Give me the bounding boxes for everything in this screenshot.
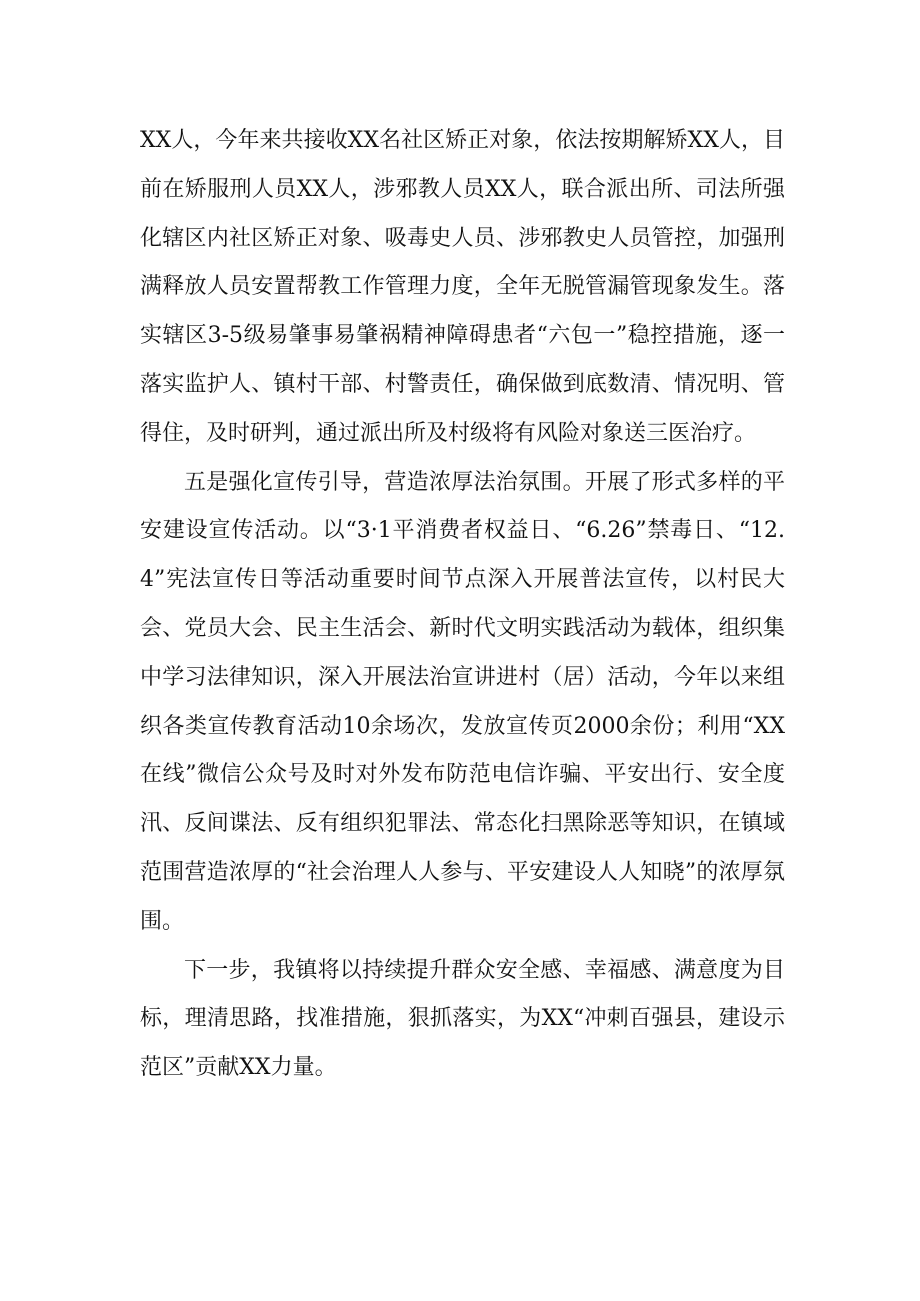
paragraph-continuation: XX人，今年来共接收XX名社区矫正对象，依法按期解矫XX人，目前在矫服刑人员XX人，涉邪教人员XX人，联合派出所、司法所强化辖区内社区矫正对象、吸毒史人员、涉邪教史人员管控，加强刑满释放人员安置帮教工作管理力度，全年无脱管漏管现象发生。落实辖区3-5级易肇事易肇祸精神障碍患者“六包一”稳控措施，逐一落实监护人、镇村干部、村警责任，确保做到底数清、情况明、管得住，及时研判，通过派出所及村级将有风险对象送三医治疗。 (140, 128, 785, 446)
paragraph-publicity: 五是强化宣传引导，营造浓厚法治氛围。开展了形式多样的平安建设宣传活动。以“3·1平消费者权益日、“6.26”禁毒日、“12.4”宪法宣传日等活动重要时间节点深入开展普法宣传，以村民大会、党员大会、民主生活会、新时代文明实践活动为载体，组织集中学习法律知识，深入开展法治宣讲进村（居）活动，今年以来组织各类宣传教育活动10余场次，发放宣传页2000余份；利用“XX在线”微信公众号及时对外发布防范电信诈骗、平安出行、安全度汛、反间谍法、反有组织犯罪法、常态化扫黑除恶等知识，在镇域范围营造浓厚的“社会治理人人参与、平安建设人人知晓”的浓厚氛围。 (140, 469, 785, 934)
paragraph-next-steps: 下一步，我镇将以持续提升群众安全感、幸福感、满意度为目标，理清思路，找准措施，狠抓落实，为XX“冲刺百强县，建设示范区”贡献XX力量。 (140, 957, 785, 1081)
document-body (140, 117, 785, 1093)
